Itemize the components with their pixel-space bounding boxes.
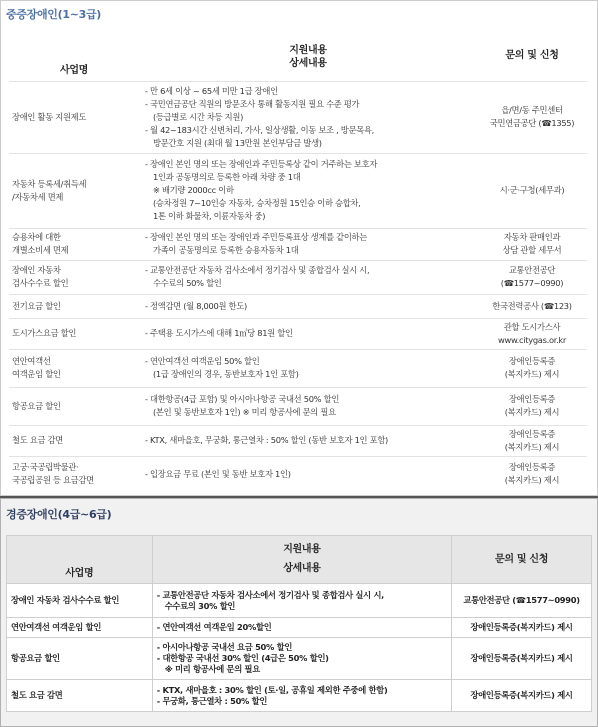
detail-cell [139,294,477,318]
detail-line: - 장애인 본인 명의 또는 장애인과 주민등록상 같이 거주하는 보호자 [145,159,378,169]
program-name-cell [7,618,153,638]
contact-cell [477,456,587,492]
program-name-line: 철도 요금 감면 [12,435,63,445]
detail-cell [152,618,451,638]
detail-line: - 연안여객선 여객운임 50% 할인 [145,356,260,366]
program-name-line: 전기요금 할인 [12,300,61,311]
program-name-line: 연안여객선 [12,356,51,366]
header-contact: 문의 및 신청 [505,50,559,62]
detail-line: - KTX, 새마을호 : 30% 할인 (토·일, 공휴일 제외한 주중에 한함) [156,684,388,695]
contact-cell [477,81,587,153]
detail-line: - 주택용 도시가스에 대해 1㎥당 81원 할인 [145,328,293,338]
detail-line: - 교통안전공단 자동차 검사소에서 정기검사 및 종합검사 실시 시, [156,589,385,600]
program-name-cell [9,81,139,153]
header-program-name: 사업명 [59,64,89,76]
contact-line: 자동차 판매인과 [503,232,561,242]
severe-benefits-table [9,31,587,492]
contact-line: (복지카드) 제시 [504,369,560,379]
contact-cell [477,318,587,349]
table-row [9,228,587,260]
detail-cell [139,318,477,349]
detail-line: 1톤 이하 화물차, 이륜자동차 중) [153,211,266,221]
header-support-content: 지원내용 [152,536,451,563]
mild-section-title: 경증장애인(4급~6급) [6,508,112,521]
program-name-line: 여객운임 할인 [12,369,61,379]
detail-line: - 정액감면 (월 8,000원 한도) [145,300,247,311]
contact-line: 장애인등록증 [508,462,556,473]
detail-line: 수수료의 50% 할인 [153,278,222,288]
contact-line: 국민연금공단 (☎1355) [489,118,575,128]
program-name-line: 검사수수료 할인 [12,278,69,288]
table-row [9,387,587,425]
contact-line: 장애인등록증(복지카드) 제시 [470,653,573,663]
contact-line: 장애인등록증 [508,428,556,439]
program-name-cell [9,349,139,387]
detail-line: (1급 장애인의 경우, 동반보호자 1인 포함) [153,369,299,379]
contact-line: (복지카드) 제시 [504,475,560,486]
detail-line: - 연안여객선 여객운임 20%할인 [156,622,272,632]
program-name-cell [7,680,153,712]
table-row [7,584,592,618]
contact-line: (☎1577~0990) [500,278,564,288]
program-name-cell [9,294,139,318]
detail-cell [139,81,477,153]
contact-line: 한국전력공사 (☎123) [492,300,572,311]
detail-line: - 아시아나항공 국내선 요금 50% 할인 [156,642,293,652]
detail-line: - 장애인 본인 명의 또는 장애인과 주민등록표상 생계를 같이하는 [145,232,367,242]
detail-cell [139,260,477,294]
contact-line: 읍/면/동 주민센터 [501,105,563,115]
detail-line: - 만 6세 이상 ~ 65세 미만 1급 장애인 [145,85,278,96]
contact-line: 장애인등록증(복지카드) 제시 [470,690,573,700]
program-name-cell [7,584,153,618]
header-support-content: 지원내용 [289,45,327,56]
program-name-line: 연안여객선 여객운임 할인 [11,622,102,632]
program-name-line: 승용차에 대한 [12,232,61,242]
detail-line: 수수료의 30% 할인 [164,600,236,611]
contact-line: 관할 도시가스사 [503,321,561,332]
contact-line: 상담 관할 세무서 [502,245,562,255]
table-row [9,294,587,318]
detail-cell [139,456,477,492]
detail-line: (승차정원 7~10인승 자동차, 승차정원 15인승 이하 승합차, [153,198,361,208]
contact-line: 장애인등록증 [508,394,556,404]
header-contact: 문의 및 신청 [452,536,592,584]
detail-line: ※ 배기량 2000cc 이하 [153,185,234,195]
detail-line: ※ 미리 항공사에 문의 필요 [164,664,260,674]
program-name-cell [7,638,153,680]
contact-cell [452,638,592,680]
contact-line: 장애인등록증 [508,356,556,366]
mild-benefits-table [6,535,592,712]
program-name-line: 장애인 자동차 [12,265,61,275]
program-name-line: 항공요금 할인 [12,400,61,411]
severe-section-title: 중증장애인(1~3급) [6,8,102,21]
program-name-cell [9,318,139,349]
detail-line: - 교통안전공단 자동차 검사소에서 정기검사 및 종합검사 실시 시, [145,265,370,275]
table-row [9,153,587,228]
contact-cell [477,228,587,260]
contact-cell [452,680,592,712]
contact-cell [477,260,587,294]
program-name-cell [9,425,139,456]
program-name-line: 개별소비세 면제 [12,245,69,255]
header-details: 상세내용 [289,58,327,69]
detail-line: - 대한항공 국내선 30% 할인 (4급은 50% 할인) [156,653,329,663]
table-row [9,349,587,387]
table-row [9,318,587,349]
program-name-line: 장애인 자동차 검사수수료 할인 [11,595,120,605]
detail-cell [152,680,451,712]
program-name-cell [9,387,139,425]
table-row [7,680,592,712]
detail-line: - 무궁화, 통근열차 : 50% 할인 [156,695,268,706]
detail-line: (본인 및 동반보호자 1인) ※ 미리 항공사에 문의 필요 [153,407,336,417]
contact-line: www.citygas.or.kr [497,334,567,345]
program-name-line: 항공요금 할인 [11,653,60,663]
program-name-cell [9,228,139,260]
contact-cell [477,387,587,425]
detail-cell [139,425,477,456]
program-name-cell [9,153,139,228]
program-name-line: 국공립공원 등 요금감면 [12,475,94,486]
contact-cell [477,153,587,228]
detail-cell [152,638,451,680]
detail-cell [139,228,477,260]
contact-line: 장애인등록증(복지카드) 제시 [470,622,573,632]
table-row [7,618,592,638]
program-name-line: 철도 요금 감면 [11,690,63,700]
program-name-line: 자동차 등록세/취득세 [12,178,87,189]
contact-cell [477,349,587,387]
contact-line: (복지카드) 제시 [504,441,560,452]
contact-cell [477,425,587,456]
contact-cell [452,618,592,638]
table-row [7,638,592,680]
detail-cell [139,349,477,387]
detail-line: - 국민연금공단 직원의 방문조사 통해 활동지원 필요 수준 평가 [145,98,360,109]
detail-line: - 입장요금 무료 (본인 및 동반 보호자 1인) [145,468,291,479]
detail-line: 방문간호 지원 (최대 월 13만원 본인부담금 발생) [153,137,322,148]
detail-line: 1인과 공동명의로 등록한 아래 차량 중 1대 [153,172,301,182]
program-name-line: 고궁·국공립박물관· [12,462,79,473]
program-name-cell [9,456,139,492]
table-row [9,425,587,456]
mild-disability-section [0,498,598,727]
detail-line: (등급별로 시간 차등 지원) [153,111,244,122]
detail-cell [139,387,477,425]
table-row [9,456,587,492]
detail-cell [139,153,477,228]
detail-line: - 월 42~183시간 신변처리, 가사, 일상생활, 이동 보조 , 방문목욕, [145,124,374,135]
detail-cell [152,584,451,618]
contact-cell [477,294,587,318]
program-name-line: 도시가스요금 할인 [12,328,77,338]
table-row [9,260,587,294]
contact-cell [452,584,592,618]
program-name-line: /자동차세 면제 [12,191,64,202]
header-program-name: 사업명 [7,536,153,584]
contact-line: 교통안전공단 (☎1577~0990) [463,595,580,605]
contact-line: 시·군·구청(세무과) [499,185,565,195]
header-details: 상세내용 [152,563,451,584]
table-row [9,81,587,153]
detail-line: 가족이 공동명의로 등록한 승용자동차 1대 [153,245,299,255]
contact-line: (복지카드) 제시 [504,407,560,417]
program-name-line: 장애인 활동 지원제도 [12,111,87,122]
program-name-cell [9,260,139,294]
detail-line: - 대한항공(4급 포함) 및 아시아나항공 국내선 50% 할인 [145,394,340,404]
detail-line: - KTX, 새마을호, 무궁화, 통근열차 : 50% 할인 (동반 보호자 1인 포함) [145,435,388,445]
contact-line: 교통안전공단 [508,265,556,275]
